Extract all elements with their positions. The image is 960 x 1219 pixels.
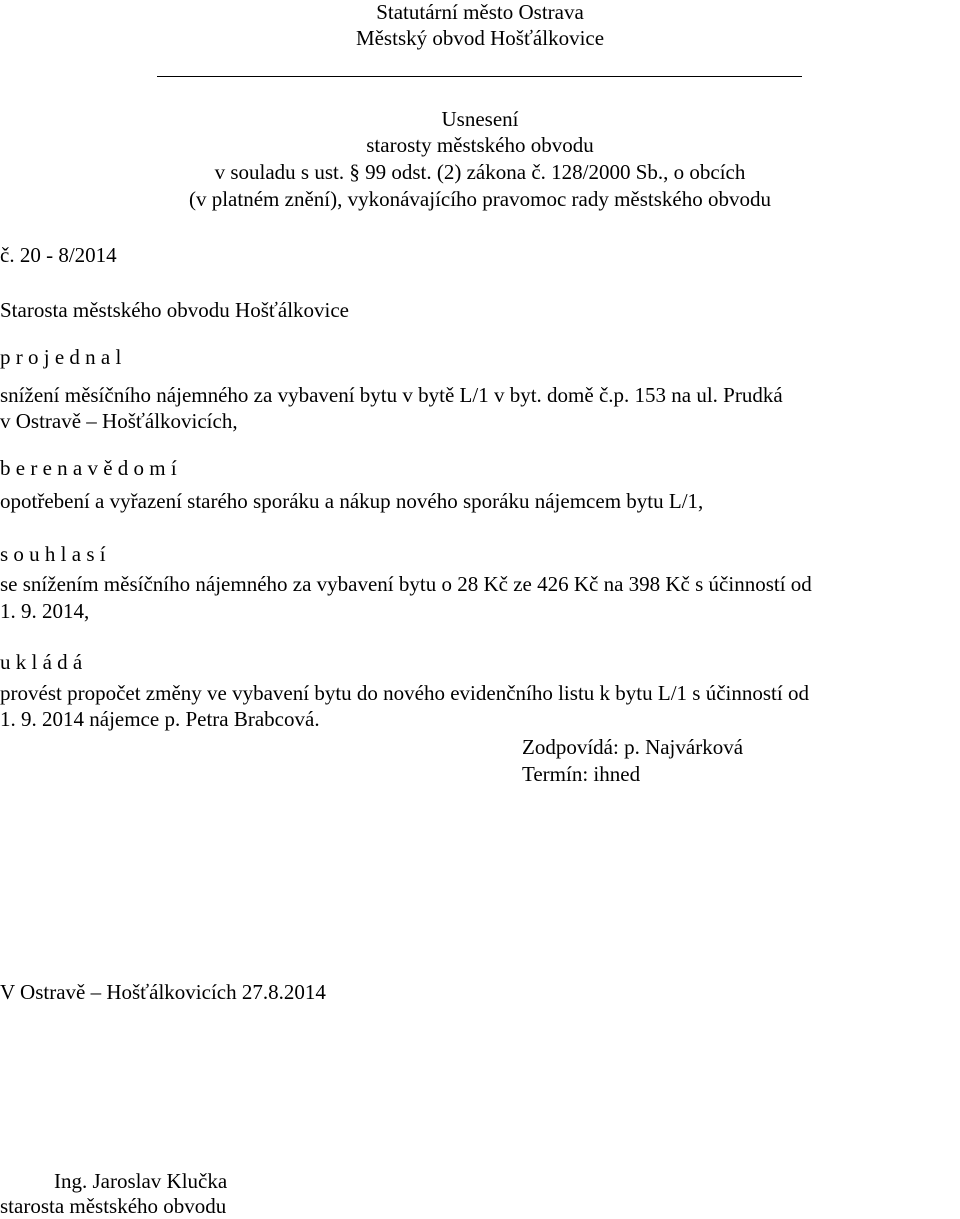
deadline: Termín: ihned [522,762,641,786]
section-text-line: 1. 9. 2014 nájemce p. Petra Brabcová. [0,707,320,731]
section-keyword-souhlasi: s o u h l a s í [0,542,106,566]
header-divider [157,76,802,77]
section-text-line: provést propočet změny ve vybavení bytu do nového evidenčního listu k bytu L/1 s účinností od [0,681,809,705]
section-text-line: 1. 9. 2014, [0,599,90,623]
section-text-line: opotřebení a vyřazení starého sporáku a nákup nového sporáku nájemcem bytu L/1, [0,489,704,513]
section-keyword-projednal: p r o j e d n a l [0,345,122,369]
header-district: Městský obvod Hošťálkovice [355,26,605,50]
document-subheading: starosty městského obvodu [366,133,594,157]
responsible-person: Zodpovídá: p. Najvárková [522,735,744,759]
section-keyword-bere-na-vedomi: b e r e n a v ě d o m í [0,456,177,480]
section-text-line: se snížením měsíčního nájemného za vybavení bytu o 28 Kč ze 426 Kč na 398 Kč s účinností od [0,572,812,596]
signatory-role: starosta městského obvodu [0,1194,227,1218]
document-heading: Usnesení [441,107,519,131]
legal-reference-line-1: v souladu s ust. § 99 odst. (2) zákona č. 128/2000 Sb., o obcích [214,160,746,184]
legal-reference-line-2: (v platném znění), vykonávajícího pravomoc rady městského obvodu [188,187,771,211]
section-text-line: v Ostravě – Hošťálkovicích, [0,409,238,433]
resolution-number: č. 20 - 8/2014 [0,243,117,267]
issuer: Starosta městského obvodu Hošťálkovice [0,298,350,322]
header-city: Statutární město Ostrava [376,0,584,24]
section-keyword-uklada: u k l á d á [0,650,83,674]
signatory-name: Ing. Jaroslav Klučka [54,1169,228,1193]
section-text-line: snížení měsíčního nájemného za vybavení bytu v bytě L/1 v byt. domě č.p. 153 na ul. Prudká [0,383,783,407]
place-and-date: V Ostravě – Hošťálkovicích 27.8.2014 [0,980,326,1004]
